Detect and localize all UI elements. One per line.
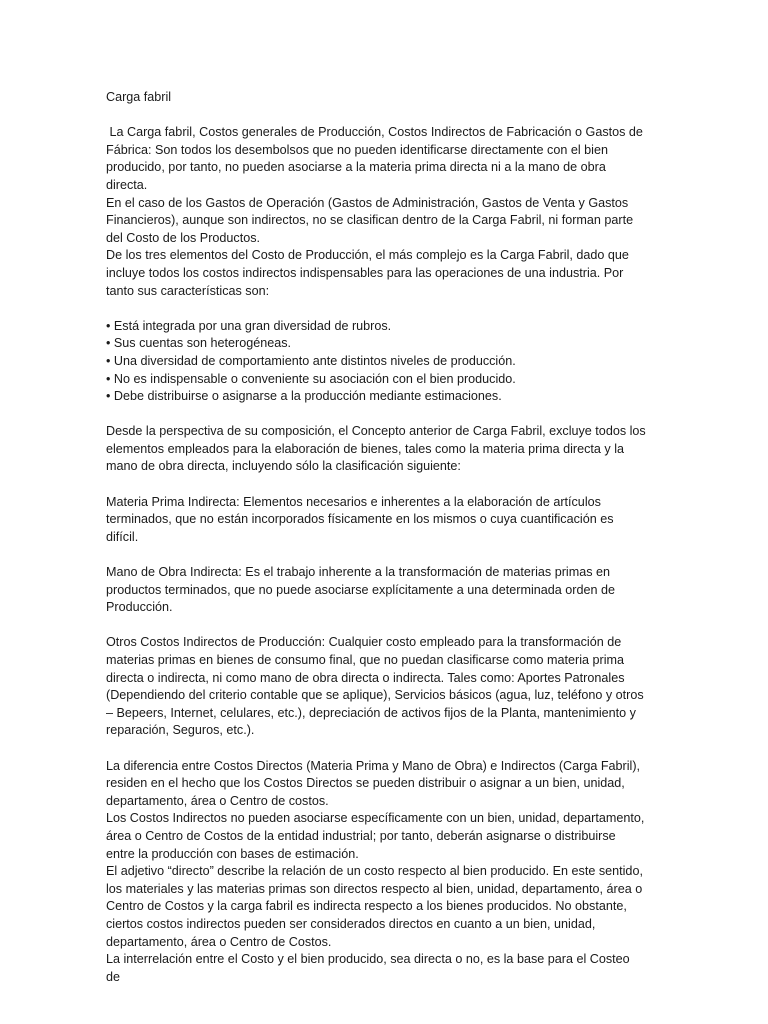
intro-paragraph-3: De los tres elementos del Costo de Producción, el más complejo es la Carga Fabril, dado que incluye todos los costos indirectos indispensables para las operaciones de una industria. Por tanto sus características son: xyxy=(106,248,633,298)
spacer xyxy=(106,300,646,318)
diferencia-paragraph-3: El adjetivo “directo” describe la relación de un costo respecto al bien producido. En este sentido, los materiales y las materias primas son directos respecto al bien, unidad, departamento, área o Centro de Costos y la carga fabril es indirecta respecto a los bienes producidos. No obstante, ciertos costos indirectos pueden ser considerados directos en cuanto a un bien, unidad, departamento, área o Centro de Costos. xyxy=(106,864,647,949)
characteristics-list xyxy=(106,318,646,406)
otros-costos-paragraph: Otros Costos Indirectos de Producción: Cualquier costo empleado para la transformación de materias primas en bienes de consumo final, que no puedan clasificarse como materia prima directa o indirecta, ni como mano de obra directa o indirecta. Tales como: Aportes Patronales (Dependiendo del criterio contable que se aplique), Servicios básicos (agua, luz, teléfono y otros – Bepeers, Internet, celulares, etc.), depreciación de activos fijos de la Planta, mantenimiento y reparación, Seguros, etc.). xyxy=(106,635,648,738)
spacer xyxy=(106,476,646,494)
spacer xyxy=(106,406,646,424)
document-page xyxy=(106,89,650,986)
intro-paragraph-2: En el caso de los Gastos de Operación (Gastos de Administración, Gastos de Venta y Gastos Financieros), aunque son indirectos, no se clasifican dentro de la Carga Fabril, ni forman parte del Costo de los Productos. xyxy=(106,195,637,245)
spacer xyxy=(106,740,646,758)
spacer xyxy=(106,546,646,564)
list-item: • Sus cuentas son heterogéneas. xyxy=(106,336,292,351)
list-item: • Debe distribuirse o asignarse a la producción mediante estimaciones. xyxy=(106,389,502,404)
diferencia-paragraph-2: Los Costos Indirectos no pueden asociarse específicamente con un bien, unidad, departamento, área o Centro de Costos de la entidad industrial; por tanto, deberán asignarse o distribuirse entre la producción con bases de estimación. xyxy=(106,811,648,861)
spacer xyxy=(106,617,646,635)
list-item: • Una diversidad de comportamiento ante distintos niveles de producción. xyxy=(106,353,516,368)
mano-obra-indirecta-paragraph: Mano de Obra Indirecta: Es el trabajo inherente a la transformación de materias primas en productos terminados, que no puede asociarse explícitamente a una determinada orden de Producción. xyxy=(106,565,619,615)
perspective-paragraph: Desde la perspectiva de su composición, el Concepto anterior de Carga Fabril, excluye todos los elementos empleados para la elaboración de bienes, tales como la materia prima directa y la mano de obra directa, incluyendo sólo la clasificación siguiente: xyxy=(106,424,650,474)
intro-paragraph-1: La Carga fabril, Costos generales de Producción, Costos Indirectos de Fabricación o Gastos de Fábrica: Son todos los desembolsos que no pueden identificarse directamente con el bien producido, por tanto, no pueden asociarse a la materia prima directa ni a la mano de obra directa. xyxy=(106,125,647,192)
list-item: • No es indispensable o conveniente su asociación con el bien producido. xyxy=(106,371,516,386)
materia-prima-indirecta-paragraph: Materia Prima Indirecta: Elementos necesarios e inherentes a la elaboración de artículos terminados, que no están incorporados físicamente en los mismos o cuya cuantificación es difícil. xyxy=(106,494,618,544)
diferencia-paragraph-4: La interrelación entre el Costo y el bien producido, sea directa o no, es la base para el Costeo de xyxy=(106,952,634,984)
list-item: • Está integrada por una gran diversidad de rubros. xyxy=(106,318,392,333)
document-title: Carga fabril xyxy=(106,90,172,104)
diferencia-paragraph-1: La diferencia entre Costos Directos (Materia Prima y Mano de Obra) e Indirectos (Carga Fabril), residen en el hecho que los Costos Directos se pueden distribuir o asignar a un bien, unidad, departamento, área o Centro de costos. xyxy=(106,758,644,808)
